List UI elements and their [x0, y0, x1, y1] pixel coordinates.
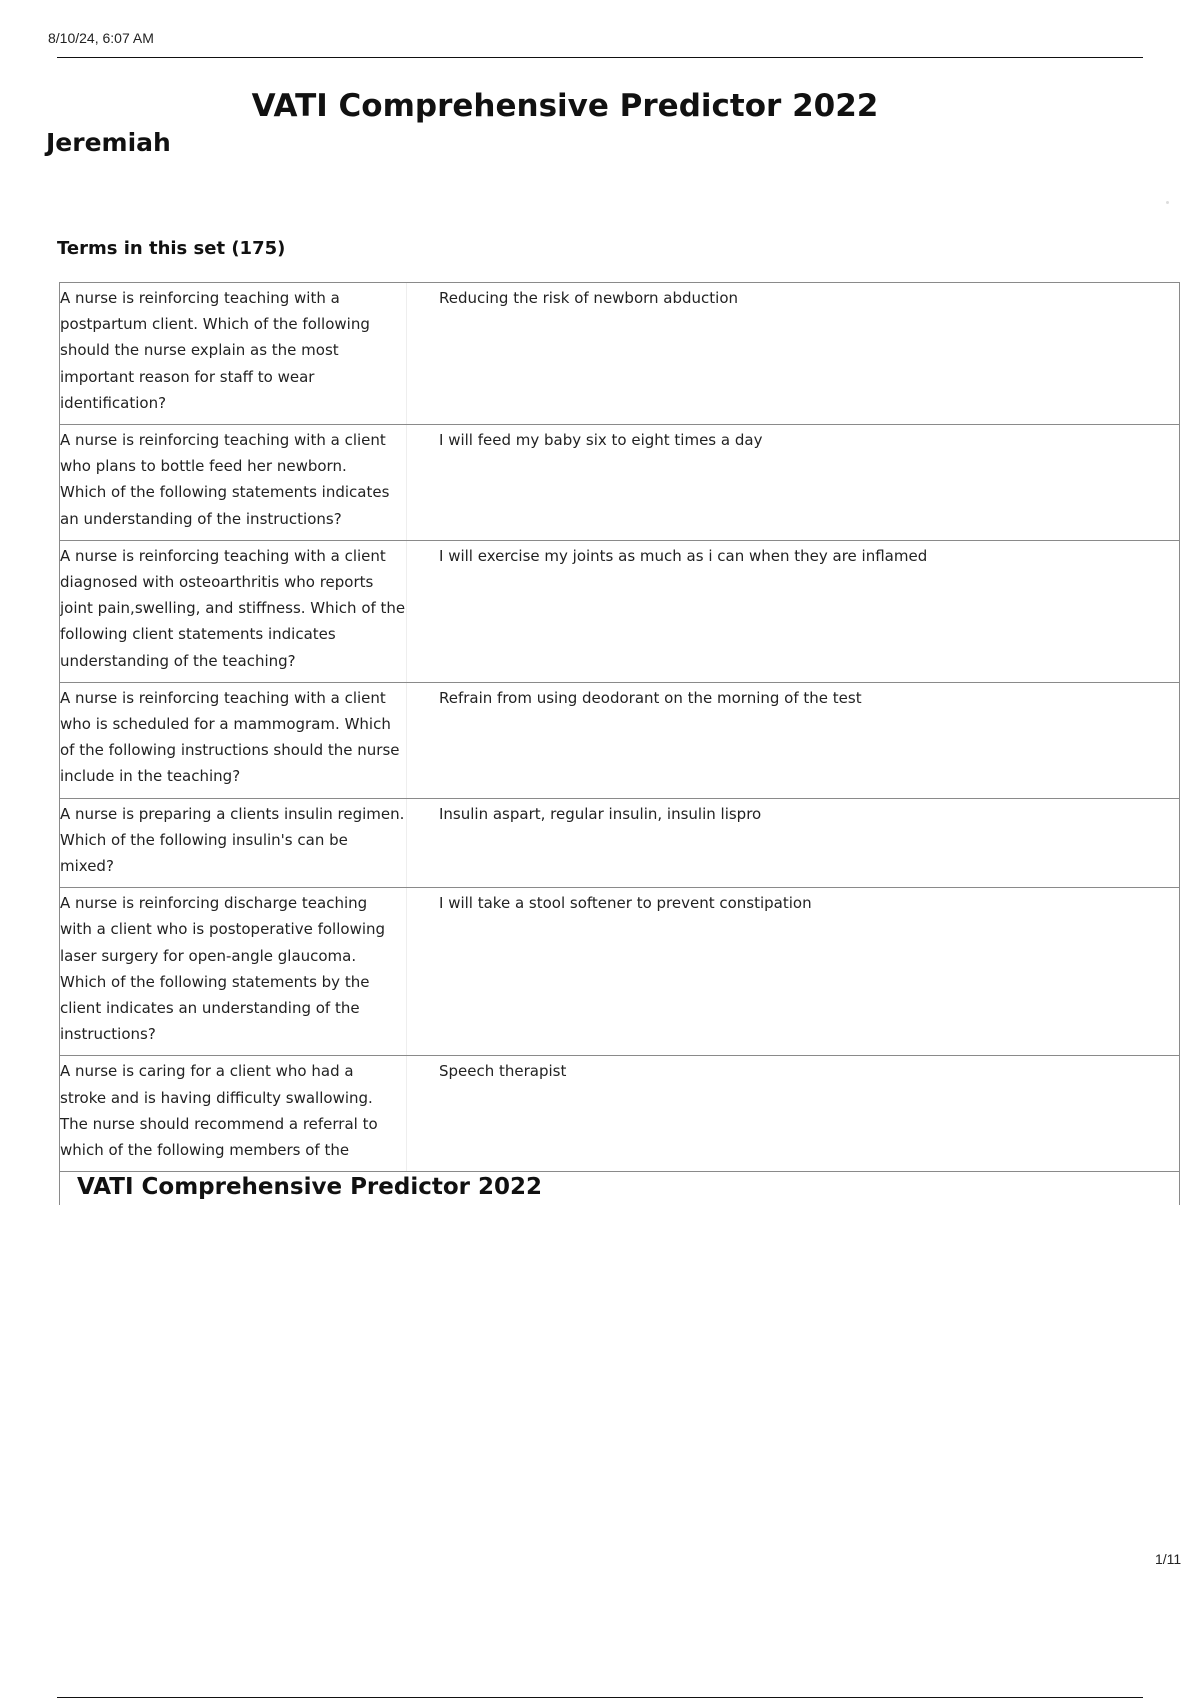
term-question: A nurse is reinforcing teaching with a client who plans to bottle feed her newborn. Which of the following statements indicates an understanding of the instructions?: [60, 425, 407, 540]
term-answer: Refrain from using deodorant on the morning of the test: [439, 688, 862, 707]
term-row: [60, 283, 1179, 425]
term-row: [60, 425, 1179, 541]
term-question: A nurse is reinforcing teaching with a client diagnosed with osteoarthritis who reports joint pain,swelling, and stiffness. Which of the following client statements indicates understanding of the teaching?: [60, 541, 407, 682]
term-question: A nurse is caring for a client who had a stroke and is having difficulty swallowing. The nurse should recommend a referral to which of the following members of the: [60, 1056, 407, 1171]
author-name: Jeremiah: [46, 128, 171, 157]
decorative-dot: [1166, 201, 1169, 204]
footer-title: VATI Comprehensive Predictor 2022: [73, 1174, 546, 1200]
document-title: VATI Comprehensive Predictor 2022: [251, 88, 879, 124]
term-question: A nurse is preparing a clients insulin regimen. Which of the following insulin's can be mixed?: [60, 799, 407, 888]
term-question: A nurse is reinforcing discharge teaching with a client who is postoperative following laser surgery for open-angle glaucoma. Which of the following statements by the client indicates an understanding of the instructions?: [60, 888, 407, 1055]
print-date: 8/10/24, 6:07 AM: [48, 30, 154, 46]
term-answer: Speech therapist: [439, 1062, 567, 1081]
term-answer: I will exercise my joints as much as i can when they are inflamed: [439, 546, 928, 565]
header-rule: [57, 57, 1143, 58]
terms-count-heading: Terms in this set (175): [57, 238, 286, 259]
term-row: [60, 888, 1179, 1056]
term-question: A nurse is reinforcing teaching with a postpartum client. Which of the following should the nurse explain as the most important reason for staff to wear identification?: [60, 283, 407, 424]
terms-table: [59, 282, 1180, 1205]
term-row: [60, 799, 1179, 889]
term-row: [60, 683, 1179, 799]
term-row: [60, 1056, 1179, 1172]
page-number: 1/11: [1155, 1551, 1182, 1567]
term-answer: Reducing the risk of newborn abduction: [439, 289, 739, 307]
term-answer: Insulin aspart, regular insulin, insulin lispro: [439, 804, 762, 823]
term-question: A nurse is reinforcing teaching with a client who is scheduled for a mammogram. Which of the following instructions should the nurse include in the teaching?: [60, 683, 407, 798]
footer-rule: [57, 1697, 1143, 1698]
term-row: [60, 541, 1179, 683]
term-answer: I will take a stool softener to prevent constipation: [439, 894, 812, 913]
term-answer: I will feed my baby six to eight times a day: [439, 431, 763, 450]
